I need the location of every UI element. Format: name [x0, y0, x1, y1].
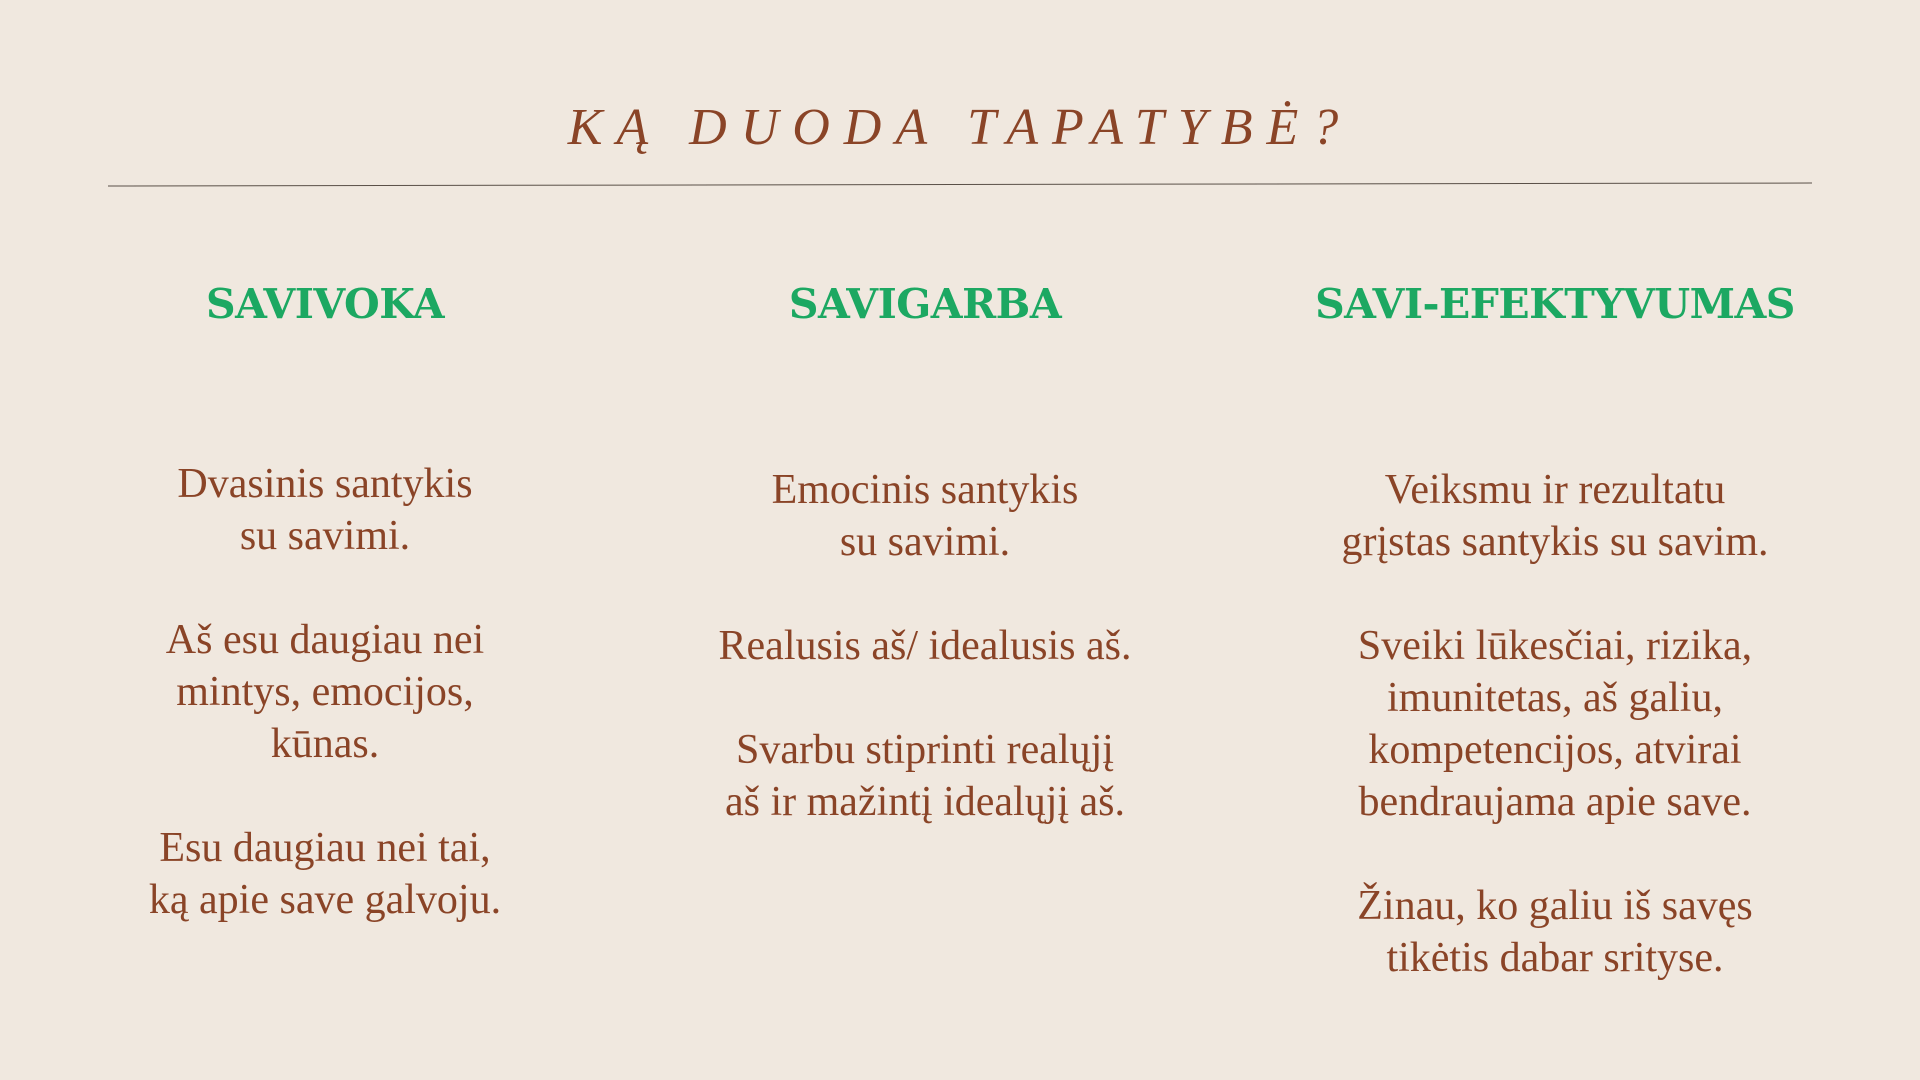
- column-body: [1275, 464, 1835, 984]
- paragraph: Aš esu daugiau nei mintys, emocijos, kūnas.: [165, 617, 485, 767]
- paragraph: Dvasinis santykis su savimi.: [177, 461, 473, 559]
- paragraph: Emocinis santykis su savimi.: [771, 467, 1079, 565]
- column-heading: SAVIVOKA: [205, 280, 445, 328]
- paragraph: Svarbu stiprinti realųjį aš ir mažintį idealųjį aš.: [724, 727, 1126, 825]
- column-body: [100, 458, 550, 926]
- paragraph: Esu daugiau nei tai, ką apie save galvoju.: [148, 825, 502, 923]
- title-divider: [108, 183, 1812, 187]
- paragraph: Žinau, ko galiu iš savęs tikėtis dabar srityse.: [1357, 883, 1753, 981]
- column-heading: SAVI-EFEKTYVUMAS: [1315, 280, 1795, 328]
- column-body: [670, 464, 1180, 828]
- column-savi-efektyvumas: [1275, 280, 1835, 1036]
- paragraph: Sveiki lūkesčiai, rizika, imunitetas, aš galiu, kompetencijos, atvirai bendraujama apie save.: [1357, 623, 1753, 825]
- column-savivoka: [100, 280, 550, 978]
- page-title: KĄ DUODA TAPATYBĖ?: [567, 99, 1353, 156]
- column-savigarba: [670, 280, 1180, 880]
- paragraph: Realusis aš/ idealusis aš.: [718, 623, 1132, 669]
- paragraph: Veiksmu ir rezultatu grįstas santykis su savim.: [1341, 467, 1769, 565]
- column-heading: SAVIGARBA: [788, 280, 1062, 328]
